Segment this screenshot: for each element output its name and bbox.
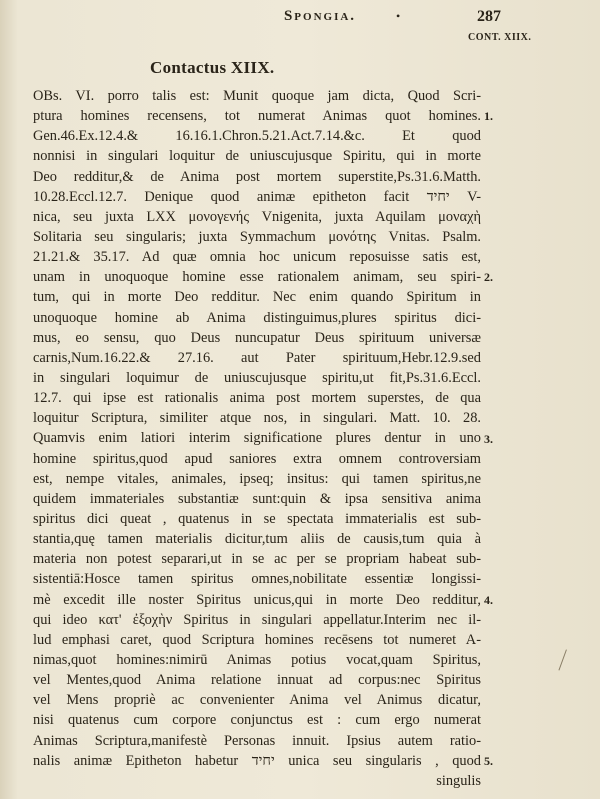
text-line: 12.7. qui ipse est rationalis anima post mortem superstes, de qua [33,390,481,407]
text-line: stantia,quę tamen materialis dicitur,tum aliis de causis,tum quia à [33,531,481,548]
body-text [33,86,481,791]
section-label: CONT. XIIX. [468,32,532,43]
text-line: unoquoque homine ab Anima distinguimus,plures spiritus dici- [33,309,481,326]
text-line: carnis,Num.16.22.& 27.16. aut Pater spirituum,Hebr.12.9.sed [33,349,481,366]
text-line: nisi quatenus cum corpore conjunctus est : cum ergo numerat [33,712,481,729]
running-title: Spongia. [283,8,357,24]
text-line: Gen.46.Ex.12.4.& 16.16.1.Chron.5.21.Act.7.14.&c. Et quod [33,128,481,145]
text-line: mus, eo sensu, quo Deus nuncupatur Deus spirituum universæ [33,329,481,346]
margin-number: 1. [484,109,493,124]
text-line: vel Mentes,quod Anima relatione innuat ad corpus:nec Spiritus [33,672,481,689]
running-title-dot: • [396,9,401,23]
text-line: unam in unoquoque homine esse rationalem animam, seu spiri- [33,269,481,286]
margin-number: 5. [484,753,493,768]
page-number: 287 [477,8,501,25]
margin-number: 3. [484,431,493,446]
text-line: qui ideo κατ' ἐξοχὴν Spiritus in singulari appellatur.Interim nec il- [33,611,481,628]
text-line: homine spiritus,quod apud saniores extra omnem controversiam [33,450,481,467]
text-line: vel Mens propriè ac convenienter Anima vel Animus dicatur, [33,692,481,709]
text-line: mè excedit ille noster Spiritus unicus,qui in morte Deo redditur, [33,591,481,608]
text-line: 21.21.& 35.17. Ad quæ omnia hoc unicum reposuisse satis est, [33,249,481,266]
text-line: nalis animæ Epitheton habetur יחיד unica seu singularis , quod [33,752,481,769]
margin-number: 2. [484,270,493,285]
text-line: lud emphasi caret, quod Scriptura homines recēsens tot numeret A- [33,631,481,648]
text-line: singulis [436,772,481,789]
text-line: quidem immateriales substantiæ sunt:quin & ipsa sensitiva anima [33,490,481,507]
text-line: sistentiā:Hosce tamen spiritus omnes,nobilitate essentiæ longissi- [33,571,481,588]
text-line: nica, seu juxta LXX μονογενής Vnigenita, juxta Aquilam μοναχὴ [33,208,481,225]
pencil-mark [558,649,572,672]
text-line: est, nempe vitales, animales, ipseq; insitus: qui tamen spiritus,ne [33,470,481,487]
text-line: nimas,quot homines:nimirū Animas potius vocat,quam Spiritus, [33,651,481,668]
text-line: nonnisi in singulari loquitur de uniuscujusque Spiritu, qui in morte [33,148,481,165]
text-line: OBs. VI. porro talis est: Munit quoque jam dicta, Quod Scri- [33,88,481,104]
margin-number: 4. [484,592,493,607]
text-line: spiritus dici queat , quatenus in se spectata immaterialis est sub- [33,510,481,527]
text-line: in singulari loquimur de uniuscujusque spiritu,ut fit,Ps.31.6.Eccl. [33,369,481,386]
chapter-title: Contactus XIIX. [150,58,275,77]
text-line: Animas Scriptura,manifestè Personas innuit. Ipsius autem ratio- [33,732,481,749]
text-line: loquitur Scriptura, similiter atque nos, in singulari. Matt. 10. 28. [33,410,481,427]
text-line: ptura homines recensens, tot numerat Animas quot homines. [33,108,481,125]
text-line: Quamvis enim latiori interim significatione plures dentur in uno [33,430,481,447]
text-line: 10.28.Eccl.12.7. Denique quod animæ epitheton facit יחיד V- [33,188,481,205]
text-line: materia non potest separari,ut in se ac per se propriam habeat sub- [33,551,481,568]
text-line: Solitaria seu singularis; juxta Symmachum μονότης Vnitas. Psalm. [33,228,481,245]
text-line: Deo redditur,& de Anima post mortem superstite,Ps.31.6.Matth. [33,168,481,185]
text-line: tum, qui in morte Deo redditur. Nec enim quando Spiritum in [33,289,481,306]
